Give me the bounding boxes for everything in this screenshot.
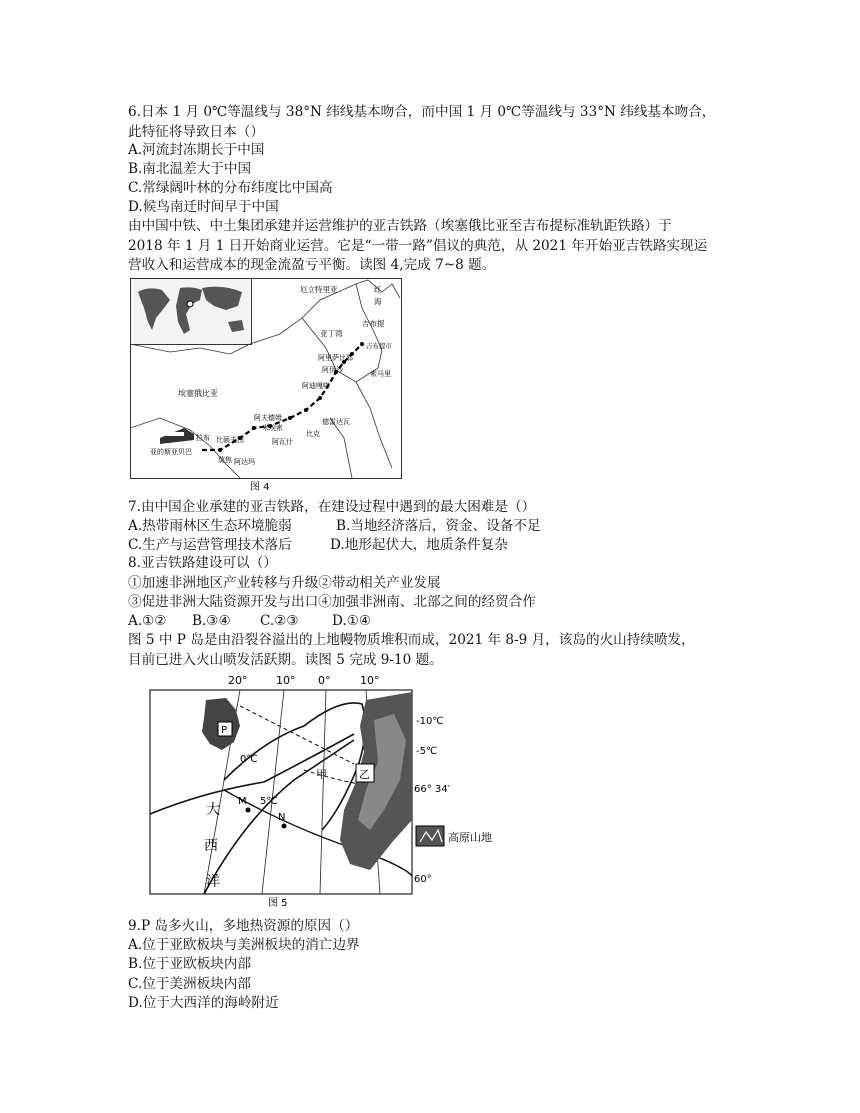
iso-0: 0℃: [240, 754, 258, 765]
label-djibouti: 吉布提: [362, 319, 385, 328]
intro2-line2: 目前已进入火山喷发活跃期。读图 5 完成 9-10 题。: [128, 652, 443, 668]
q7-option-a: A.热带雨林区生态环境脆弱: [128, 518, 292, 534]
q7-option-b: B.当地经济落后，资金、设备不足: [336, 518, 541, 534]
label-jia: 甲: [316, 768, 327, 781]
intro1-line2: 2018 年 1 月 1 日开始商业运营。它是“一带一路”倡议的典范，从 2021 年开始亚吉铁路实现运: [128, 238, 708, 254]
q9-option-a: A.位于亚欧板块与美洲板块的消亡边界: [128, 937, 360, 953]
ocean-char-2: 西: [204, 838, 218, 854]
lat-66: 66° 34′: [414, 784, 450, 795]
figure-5-svg: [144, 670, 514, 910]
q8-statements-1-2: ①加速非洲地区产业转移与升级②带动相关产业发展: [128, 575, 441, 591]
q8-stem: 8.亚吉铁路建设可以（）: [128, 555, 277, 571]
label-harar: 比克: [306, 430, 320, 438]
lon-label-0: 0°: [318, 674, 331, 687]
ocean-char-1: 大: [206, 802, 220, 818]
label-p: P: [221, 725, 228, 736]
label-n: N: [278, 812, 286, 823]
label-eritrea: 厄立特里亚: [300, 285, 338, 294]
intro2-line1: 图 5 中 P 岛是由沿裂谷溢出的上地幔物质堆积而成，2021 年 8-9 月，该岛的火山持续喷发，: [128, 632, 695, 648]
lon-label-10w: 10°: [276, 674, 296, 687]
label-metehara: 米埃索: [262, 424, 283, 432]
q6-option-c: C.常绿阔叶林的分布纬度比中国高: [128, 180, 333, 196]
figure-5-caption: 图 5: [268, 898, 288, 909]
q7-stem: 7.由中国企业承建的亚吉铁路，在建设过程中遇到的最大困难是（）: [128, 499, 536, 515]
label-mojo: 莫焦: [218, 456, 232, 464]
label-somali: 索马里: [370, 370, 391, 378]
figure-4-map: [130, 278, 402, 496]
figure-4-svg: [130, 278, 402, 496]
label-lebu: 拉布: [196, 434, 210, 442]
q6-option-a: A.河流封冻期长于中国: [128, 142, 265, 158]
legend-label: 高原山地: [448, 831, 492, 844]
label-adi-gala2: 阿夫德姆: [254, 414, 282, 422]
label-addis: 亚的斯亚贝巴: [150, 448, 192, 456]
q8-option-d: D.①④: [332, 613, 372, 629]
lon-label-10e: 10°: [360, 674, 380, 687]
iso-minus5: -5℃: [416, 746, 438, 757]
label-aisha: 阿伊沙: [322, 366, 343, 374]
figure-4-caption: 图 4: [250, 482, 270, 493]
label-adigala: 阿迪嘎啦: [302, 382, 330, 390]
q8-option-c: C.②③: [260, 613, 299, 629]
label-aden: 亚丁湾: [320, 329, 343, 338]
label-awash: 阿瓦什: [272, 438, 293, 446]
label-yi: 乙: [359, 768, 370, 781]
label-sea: 海: [374, 297, 382, 306]
iso-5: 5℃: [260, 796, 278, 807]
intro1-line1: 由中国中铁、中土集团承建并运营维护的亚吉铁路（埃塞俄比亚至吉布提标准轨距铁路）于: [128, 218, 672, 234]
q8-options-row: [128, 611, 371, 631]
q6-option-b: B.南北温差大于中国: [128, 161, 252, 177]
label-red: 红: [374, 285, 382, 294]
label-ali-sabieh: 阿里萨比耶: [318, 354, 353, 362]
label-ethiopia: 埃塞俄比亚: [178, 389, 218, 398]
q8-option-a: A.①②: [128, 613, 167, 629]
label-dire-dawa: 德雷达瓦: [322, 418, 350, 426]
figure-5-map: [144, 670, 514, 910]
q7-option-d: D.地形起伏大，地质条件复杂: [330, 537, 508, 553]
q7-option-c: C.生产与运营管理技术落后: [128, 537, 292, 553]
intro1-line3: 营收入和运营成本的现金流盈亏平衡。读图 4,完成 7~8 题。: [128, 257, 496, 273]
label-djibouti-city: 吉布提市: [366, 342, 392, 350]
label-bishoftu: 比硕夫图: [216, 436, 244, 444]
q7-options-row1: [128, 516, 541, 536]
label-m: M: [238, 796, 247, 807]
lon-label-20w: 20°: [228, 674, 248, 687]
q6-stem-line1: 6.日本 1 月 0℃等温线与 38°N 纬线基本吻合，而中国 1 月 0℃等温线与 33°N 纬线基本吻合，: [128, 104, 716, 120]
q9-stem: 9.P 岛多火山，多地热资源的原因（）: [128, 918, 359, 934]
q7-options-row2: [128, 535, 508, 555]
q6-option-d: D.候鸟南迁时间早于中国: [128, 199, 279, 215]
iso-minus10: -10℃: [416, 716, 444, 727]
q8-statements-3-4: ③促进非洲大陆资源开发与出口④加强非洲南、北部之间的经贸合作: [128, 594, 536, 610]
ocean-char-3: 洋: [206, 874, 220, 890]
q8-option-b: B.③④: [192, 613, 231, 629]
q9-option-c: C.位于美洲板块内部: [128, 976, 251, 992]
q9-option-b: B.位于亚欧板块内部: [128, 956, 252, 972]
q9-option-d: D.位于大西洋的海岭附近: [128, 995, 279, 1011]
label-adama: 阿达玛: [234, 458, 255, 466]
lat-60: 60°: [414, 874, 432, 885]
q6-stem-line2: 此特征将导致日本（）: [128, 124, 264, 140]
